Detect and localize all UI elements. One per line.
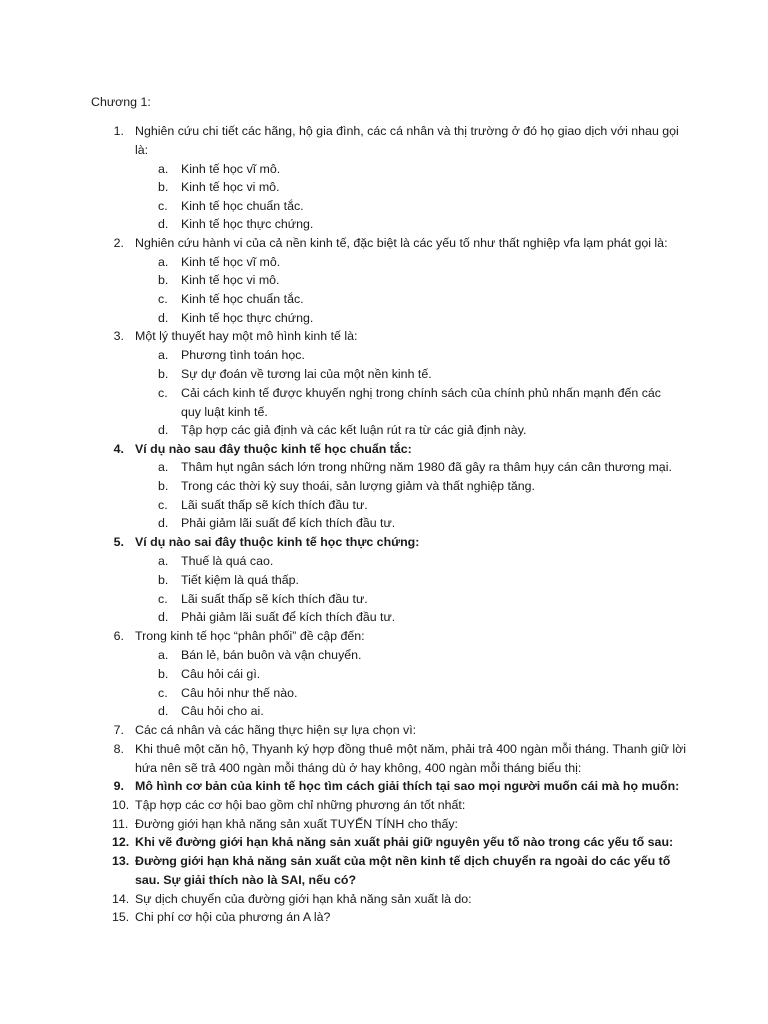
option-text: Tập hợp các giả định và các kết luận rút ra từ các giả định này. <box>181 423 527 437</box>
option-label: b. <box>158 273 169 287</box>
option-text: Thâm hụt ngân sách lớn trong những năm 1980 đã gây ra thâm hụy cán cân thương mại. <box>181 460 672 474</box>
option-text: Kinh tế học vĩ mô. <box>181 162 281 176</box>
option-text: Thuế là quá cao. <box>181 554 274 568</box>
question-number: 12. <box>112 835 130 849</box>
question-text: Chi phí cơ hội của phương án A là? <box>135 910 331 924</box>
question-number: 4. <box>113 442 124 456</box>
option-text: Phương tình toán học. <box>181 348 305 362</box>
question-1 <box>112 122 692 159</box>
option-label: b. <box>158 367 169 381</box>
question-1-option-b <box>158 178 678 197</box>
question-number: 6. <box>113 629 124 643</box>
question-text: Mô hình cơ bản của kinh tế học tìm cách giải thích tại sao mọi người muốn cái mà họ muốn: <box>135 779 680 793</box>
question-number: 8. <box>113 742 124 756</box>
option-label: b. <box>158 667 169 681</box>
option-text: Kinh tế học chuẩn tắc. <box>181 292 304 306</box>
option-label: d. <box>158 610 169 624</box>
question-11 <box>112 815 692 834</box>
question-2-option-d <box>158 309 678 328</box>
question-2-option-c <box>158 290 678 309</box>
question-5-option-c <box>158 590 678 609</box>
option-label: a. <box>158 162 169 176</box>
question-text: Nghiên cứu chi tiết các hãng, hộ gia đình, các cá nhân và thị trường ở đó họ giao dịch với nhau gọi là: <box>135 124 679 157</box>
option-text: Câu hỏi như thế nào. <box>181 686 298 700</box>
option-label: c. <box>158 686 168 700</box>
question-text: Tập hợp các cơ hội bao gồm chỉ những phương án tốt nhất: <box>135 798 466 812</box>
question-text: Một lý thuyết hay một mô hình kinh tế là: <box>135 329 358 343</box>
chapter-title: Chương 1: <box>91 95 151 109</box>
option-text: Kinh tế học vĩ mô. <box>181 255 281 269</box>
question-text: Sự dịch chuyển của đường giới hạn khả năng sản xuất là do: <box>135 892 472 906</box>
question-5 <box>112 533 692 552</box>
option-text: Kinh tế học vi mô. <box>181 180 280 194</box>
question-1-option-d <box>158 215 678 234</box>
question-3-option-c <box>158 384 678 421</box>
question-5-option-d <box>158 608 678 627</box>
question-6 <box>112 627 692 646</box>
option-label: a. <box>158 348 169 362</box>
question-4-option-c <box>158 496 678 515</box>
question-text: Khi vẽ đường giới hạn khả năng sản xuất phải giữ nguyên yếu tố nào trong các yếu tố sau: <box>135 835 674 849</box>
question-10 <box>112 796 692 815</box>
option-text: Cải cách kinh tế được khuyến nghị trong chính sách của chính phủ nhấn mạnh đến các quy luật kinh tế. <box>181 386 661 419</box>
question-1-option-c <box>158 197 678 216</box>
option-label: c. <box>158 498 168 512</box>
option-text: Kinh tế học thực chứng. <box>181 311 314 325</box>
question-number: 1. <box>113 124 124 138</box>
question-number: 5. <box>113 535 124 549</box>
question-12 <box>112 833 692 852</box>
question-number: 14. <box>112 892 130 906</box>
question-15 <box>112 908 692 927</box>
option-label: d. <box>158 516 169 530</box>
question-1-option-a <box>158 160 678 179</box>
question-text: Các cá nhân và các hãng thực hiện sự lựa chọn vì: <box>135 723 417 737</box>
question-6-option-c <box>158 684 678 703</box>
question-6-option-a <box>158 646 678 665</box>
question-7 <box>112 721 692 740</box>
question-text: Trong kinh tế học “phân phối” đề cập đến: <box>135 629 365 643</box>
question-14 <box>112 890 692 909</box>
option-text: Câu hỏi cho ai. <box>181 704 264 718</box>
question-3-option-d <box>158 421 678 440</box>
question-text: Đường giới hạn khả năng sản xuất TUYẾN TÍNH cho thấy: <box>135 817 459 831</box>
question-2 <box>112 234 692 253</box>
question-4 <box>112 440 692 459</box>
question-3 <box>112 327 692 346</box>
question-text: Nghiên cứu hành vi của cả nền kinh tế, đặc biệt là các yếu tố như thất nghiệp vfa lạm phát gọi là: <box>135 236 668 250</box>
question-6-option-b <box>158 665 678 684</box>
question-2-option-b <box>158 271 678 290</box>
option-text: Phải giảm lãi suất để kích thích đầu tư. <box>181 516 396 530</box>
option-text: Sự dự đoán về tương lai của một nền kinh tế. <box>181 367 432 381</box>
option-label: a. <box>158 255 169 269</box>
question-number: 9. <box>113 779 124 793</box>
question-text: Đường giới hạn khả năng sản xuất của một nền kinh tế dịch chuyển ra ngoài do các yếu tố sau. Sự giải thích nào là SAI, nếu có? <box>135 854 671 887</box>
option-label: d. <box>158 704 169 718</box>
question-number: 13. <box>112 854 130 868</box>
question-2-option-a <box>158 253 678 272</box>
question-3-option-b <box>158 365 678 384</box>
option-label: c. <box>158 199 168 213</box>
question-13 <box>112 852 692 889</box>
question-8 <box>112 740 692 777</box>
question-text: Ví dụ nào sau đây thuộc kinh tế học chuẩn tắc: <box>135 442 412 456</box>
option-label: a. <box>158 460 169 474</box>
question-number: 15. <box>112 910 130 924</box>
option-text: Kinh tế học vi mô. <box>181 273 280 287</box>
question-5-option-b <box>158 571 678 590</box>
option-text: Lãi suất thấp sẽ kích thích đầu tư. <box>181 498 368 512</box>
option-text: Phải giảm lãi suất để kích thích đầu tư. <box>181 610 396 624</box>
question-number: 10. <box>112 798 130 812</box>
option-label: c. <box>158 592 168 606</box>
question-3-option-a <box>158 346 678 365</box>
question-number: 3. <box>113 329 124 343</box>
question-6-option-d <box>158 702 678 721</box>
option-label: d. <box>158 423 169 437</box>
question-4-option-d <box>158 514 678 533</box>
option-text: Kinh tế học chuẩn tắc. <box>181 199 304 213</box>
option-text: Bán lẻ, bán buôn và vận chuyển. <box>181 648 362 662</box>
option-label: a. <box>158 554 169 568</box>
question-text: Ví dụ nào sai đây thuộc kinh tế học thực chứng: <box>135 535 420 549</box>
option-text: Trong các thời kỳ suy thoái, sản lượng giảm và thất nghiệp tăng. <box>181 479 536 493</box>
question-number: 11. <box>112 817 129 831</box>
question-text: Khi thuê một căn hộ, Thyanh ký hợp đồng thuê một năm, phải trả 400 ngàn mỗi tháng. Thanh giữ lời hứa nên sẽ trả 400 ngàn mỗi tháng dù ở hay không, 400 ngàn mỗi tháng biểu thị: <box>135 742 687 775</box>
option-label: c. <box>158 292 168 306</box>
question-4-option-b <box>158 477 678 496</box>
option-label: a. <box>158 648 169 662</box>
question-9 <box>112 777 692 796</box>
option-label: b. <box>158 180 169 194</box>
option-label: b. <box>158 573 169 587</box>
option-label: d. <box>158 311 169 325</box>
option-text: Lãi suất thấp sẽ kích thích đầu tư. <box>181 592 368 606</box>
question-4-option-a <box>158 458 678 477</box>
question-5-option-a <box>158 552 678 571</box>
question-number: 7. <box>113 723 124 737</box>
option-text: Câu hỏi cái gì. <box>181 667 261 681</box>
option-label: d. <box>158 217 169 231</box>
option-text: Kinh tế học thực chứng. <box>181 217 314 231</box>
option-label: b. <box>158 479 169 493</box>
option-text: Tiết kiệm là quá thấp. <box>181 573 300 587</box>
option-label: c. <box>158 386 168 400</box>
question-number: 2. <box>113 236 124 250</box>
